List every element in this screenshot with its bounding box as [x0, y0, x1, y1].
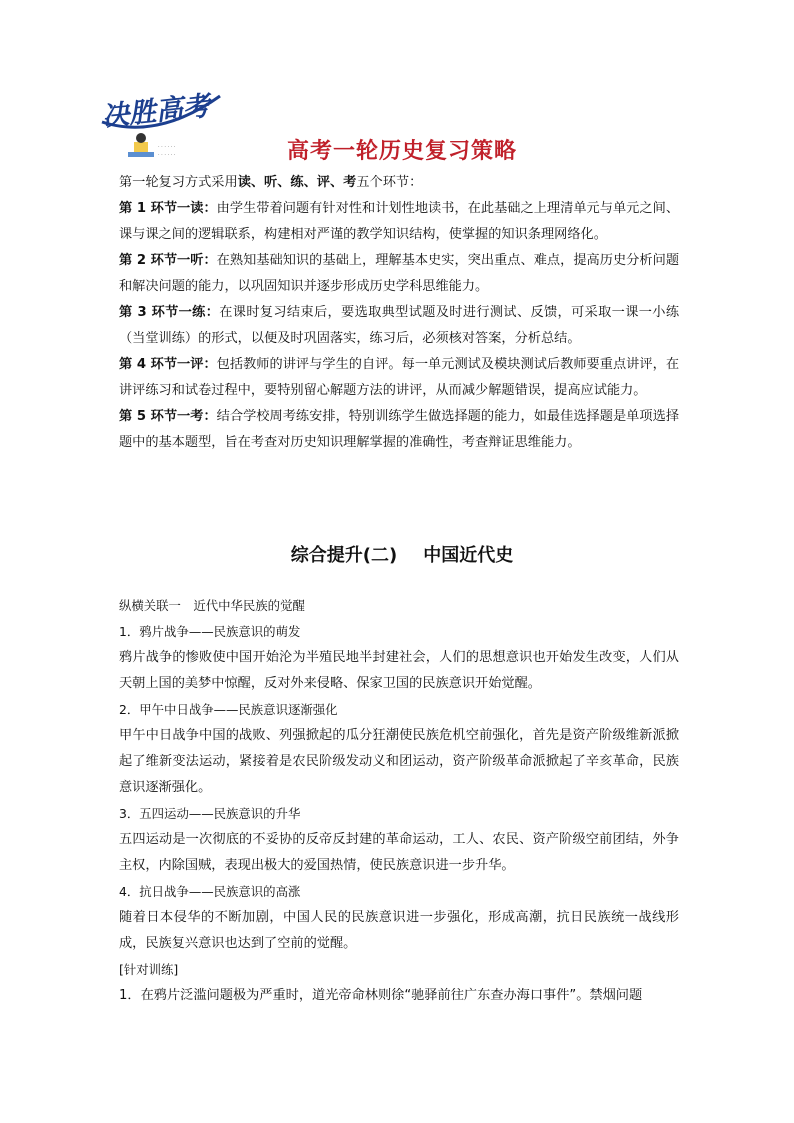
intro-paragraph [119, 170, 679, 196]
item-text: 随着日本侵华的不断加剧，中国人民的民族意识进一步强化，形成高潮，抗日民族统一战线形成，民族复兴意识也达到了空前的觉醒。 [119, 910, 679, 951]
intro-bold: 读、听、练、评、考 [237, 175, 357, 190]
step-label: 第 1 环节一读： [119, 201, 217, 216]
step-text: 结合学校周考练安排，特别训练学生做选择题的能力，如最佳选择题是单项选择题中的基本题型，旨在考查对历史知识理解掌握的准确性，考查辩证思维能力。 [119, 409, 680, 450]
svg-text:· · · · · ·: · · · · · · [158, 144, 176, 150]
item-heading: 2．甲午中日战争——民族意识逐渐强化 [119, 702, 338, 717]
page-title: 高考一轮历史复习策略 [286, 139, 517, 164]
training-label: [针对训练] [119, 962, 179, 977]
step-paragraph [119, 300, 679, 352]
step-paragraph [119, 352, 679, 404]
item-text: 五四运动是一次彻底的不妥协的反帝反封建的革命运动，工人、农民、资产阶级空前团结，外争主权，内除国贼，表现出极大的爱国热情，使民族意识进一步升华。 [119, 832, 679, 873]
step-paragraph [119, 404, 679, 456]
item-heading: 3．五四运动——民族意识的升华 [119, 806, 301, 821]
step-label: 第 4 环节一评： [119, 357, 217, 372]
step-text: 由学生带着问题有针对性和计划性地读书，在此基础之上理清单元与单元之间、课与课之间的逻辑联系，构建相对严谨的教学知识结构，使掌握的知识条理网络化。 [119, 201, 680, 242]
step-text: 包括教师的讲评与学生的自评。每一单元测试及模块测试后教师要重点讲评，在讲评练习和试卷过程中，要特别留心解题方法的讲评，从而减少解题错误，提高应试能力。 [119, 357, 680, 398]
svg-text:· · · · · ·: · · · · · · [158, 152, 176, 158]
step-paragraph [119, 248, 679, 300]
modern-history-section [119, 593, 679, 1009]
item-text: 甲午中日战争中国的战败、列强掀起的瓜分狂潮使民族危机空前强化，首先是资产阶级维新派掀起了维新变法运动，紧接着是农民阶级发动义和团运动，资产阶级革命派掀起了辛亥革命，民族意识逐渐强化。 [119, 728, 679, 795]
intro-suffix: 五个环节： [356, 175, 423, 190]
item-heading: 4．抗日战争——民族意识的高涨 [119, 884, 301, 899]
subheading: 纵横关联一 近代中华民族的觉醒 [119, 598, 305, 613]
step-label: 第 2 环节一听： [119, 253, 217, 268]
section-title-part2: 中国近代史 [423, 545, 514, 566]
review-strategy [119, 170, 679, 456]
item-text: 鸦片战争的惨败使中国开始沦为半殖民地半封建社会，人们的思想意识也开始发生改变，人们从天朝上国的美梦中惊醒，反对外来侵略、保家卫国的民族意识开始觉醒。 [119, 650, 679, 691]
step-label: 第 3 环节一练： [119, 305, 220, 320]
step-label: 第 5 环节一考： [119, 409, 217, 424]
item-heading: 1．鸦片战争——民族意识的萌发 [119, 624, 301, 639]
section-title [0, 541, 794, 567]
question-text: 1．在鸦片泛滥问题极为严重时，道光帝命林则徐“驰驿前往广东查办海口事件”。禁烟问题 [119, 988, 643, 1003]
intro-prefix: 第一轮复习方式采用 [119, 175, 238, 190]
step-text: 在课时复习结束后，要选取典型试题及时进行测试、反馈，可采取一课一小练（当堂训练）的形式，以便及时巩固落实，练习后，必须核对答案，分析总结。 [119, 305, 680, 346]
step-paragraph [119, 196, 679, 248]
section-title-part1: 综合提升(二) [290, 545, 398, 566]
svg-text:决胜高考: 决胜高考 [100, 90, 212, 133]
step-text: 在熟知基础知识的基础上，理解基本史实，突出重点、难点，提高历史分析问题和解决问题的能力，以巩固知识并逐步形成历史学科思维能力。 [119, 253, 680, 294]
